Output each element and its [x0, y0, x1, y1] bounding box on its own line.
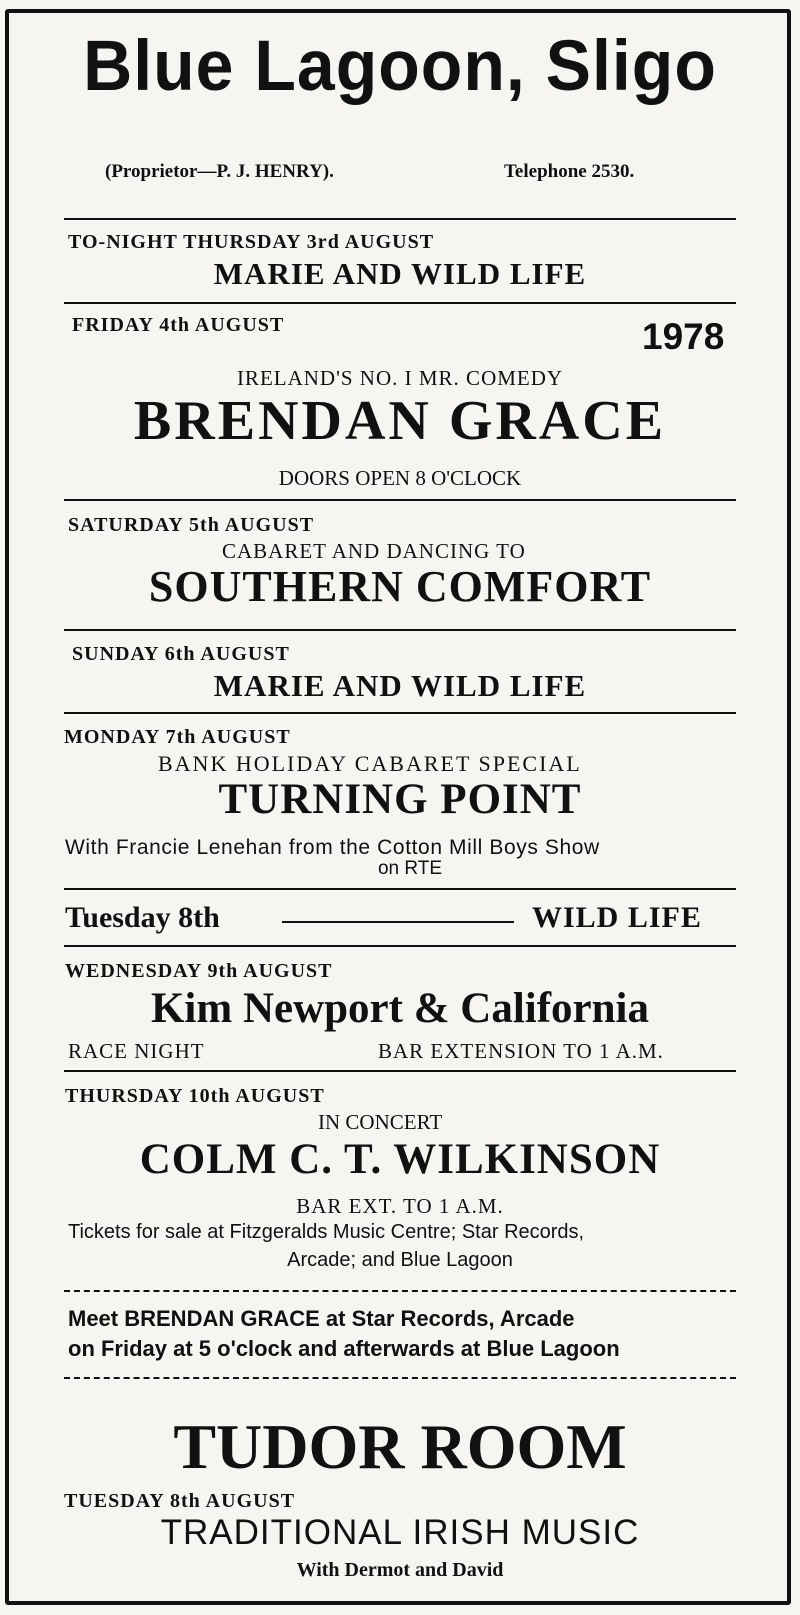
sunday-act: MARIE AND WILD LIFE [213, 668, 587, 703]
meet-line1: Meet BRENDAN GRACE at Star Records, Arcade [68, 1306, 575, 1331]
thursday-tickets-line2: Arcade; and Blue Lagoon [287, 1249, 513, 1271]
thursday-tickets-line1: Tickets for sale at Fitzgeralds Music Centre; Star Records, [68, 1221, 585, 1243]
divider [64, 888, 736, 890]
monday-note-line1: With Francie Lenehan from the Cotton Mill Boys Show [65, 836, 600, 859]
friday-date: FRIDAY 4th AUGUST [72, 314, 285, 336]
tuesday-act: WILD LIFE [532, 901, 702, 934]
dashed-divider [64, 1290, 736, 1292]
saturday-date: SATURDAY 5th AUGUST [68, 514, 315, 536]
divider [64, 629, 736, 631]
tudor-room-title: TUDOR ROOM [173, 1411, 627, 1482]
proprietor-line: (Proprietor—P. J. HENRY). [105, 161, 334, 182]
divider [64, 302, 736, 304]
tuesday-leader-line [282, 921, 514, 923]
saturday-billing: CABARET AND DANCING TO [222, 539, 526, 563]
tuesday-date: Tuesday 8th [65, 901, 220, 934]
tudor-act: TRADITIONAL IRISH MUSIC [160, 1513, 640, 1552]
wednesday-act: Kim Newport & California [150, 985, 649, 1032]
thursday-act: COLM C. T. WILKINSON [139, 1136, 661, 1183]
wednesday-date: WEDNESDAY 9th AUGUST [65, 960, 333, 982]
tonight-date: TO-NIGHT THURSDAY 3rd AUGUST [68, 231, 435, 253]
divider [64, 499, 736, 501]
friday-billing: IRELAND'S NO. I MR. COMEDY [236, 366, 564, 390]
tudor-date: TUESDAY 8th AUGUST [64, 1490, 296, 1512]
thursday-billing: IN CONCERT [318, 1110, 443, 1134]
sunday-date: SUNDAY 6th AUGUST [72, 643, 290, 665]
monday-note-line2: on RTE [377, 858, 443, 879]
monday-billing: BANK HOLIDAY CABARET SPECIAL [158, 751, 582, 776]
wednesday-note-right: BAR EXTENSION TO 1 A.M. [378, 1039, 664, 1063]
monday-act: TURNING POINT [218, 776, 582, 823]
wednesday-note-left: RACE NIGHT [68, 1039, 205, 1063]
divider [64, 945, 736, 947]
divider [64, 712, 736, 714]
telephone-line: Telephone 2530. [504, 161, 635, 182]
dashed-divider [64, 1377, 736, 1379]
thursday-date: THURSDAY 10th AUGUST [65, 1085, 325, 1107]
friday-act: BRENDAN GRACE [133, 390, 667, 452]
venue-title: Blue Lagoon, Sligo [83, 26, 717, 106]
tonight-act: MARIE AND WILD LIFE [213, 256, 587, 291]
saturday-act: SOUTHERN COMFORT [148, 562, 652, 611]
monday-date: MONDAY 7th AUGUST [64, 726, 291, 748]
year-stamp: 1978 [642, 316, 725, 357]
tudor-with: With Dermot and David [296, 1559, 504, 1581]
thursday-note: BAR EXT. TO 1 A.M. [296, 1194, 504, 1218]
meet-line2: on Friday at 5 o'clock and afterwards at Blue Lagoon [68, 1336, 620, 1361]
friday-note: DOORS OPEN 8 O'CLOCK [278, 466, 522, 490]
divider [64, 1070, 736, 1072]
divider [64, 218, 736, 220]
